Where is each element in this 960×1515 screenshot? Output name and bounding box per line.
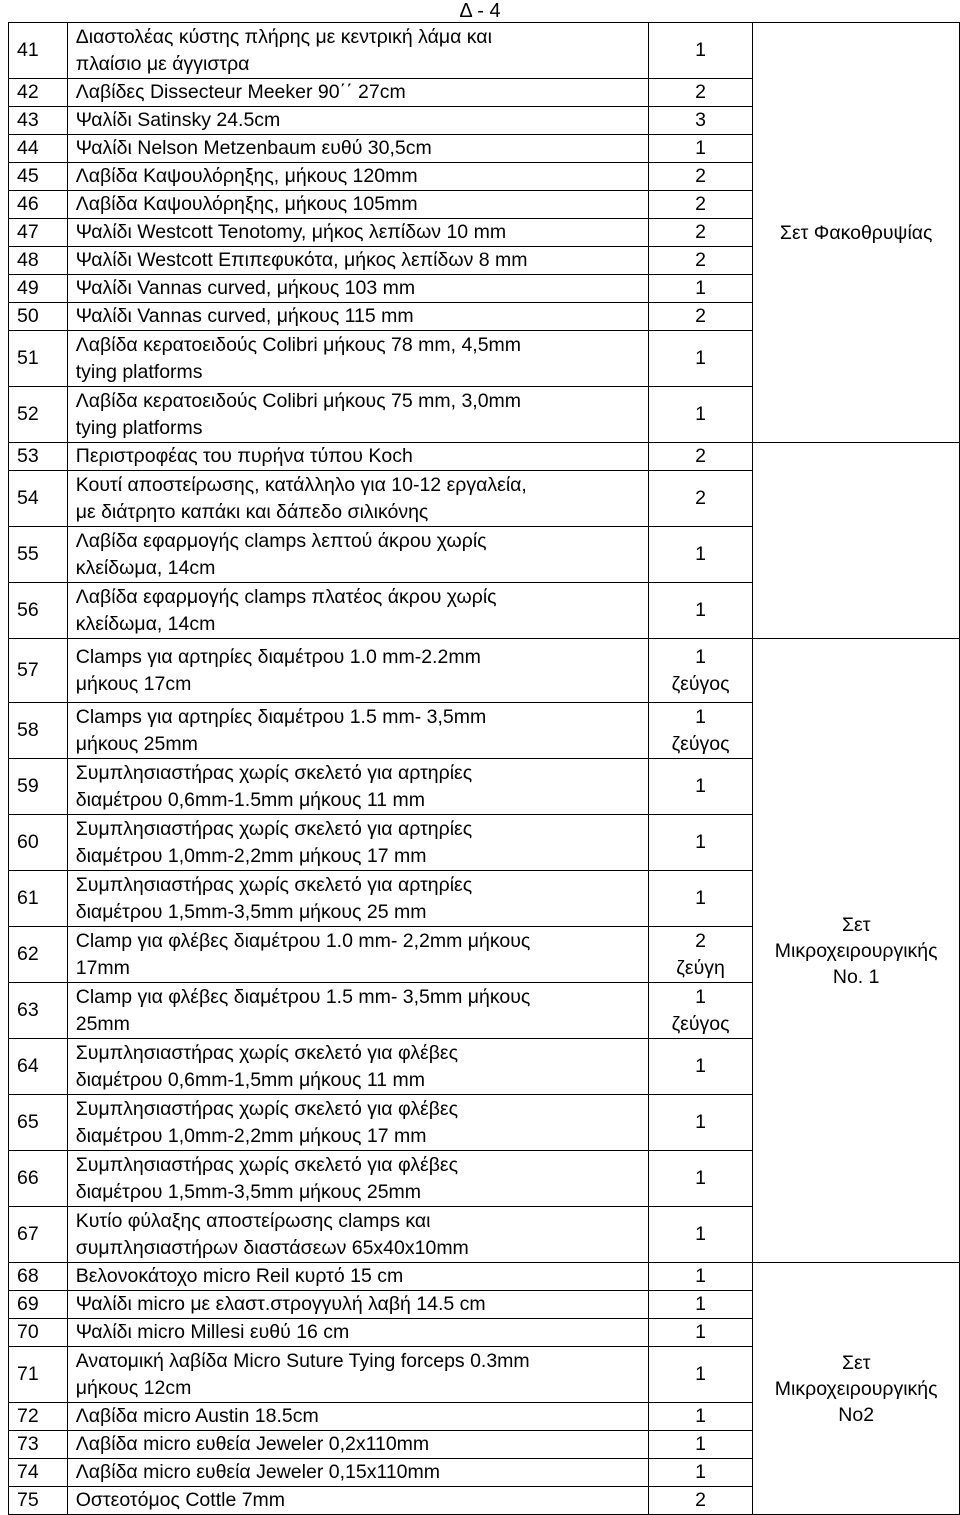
item-number: 47 (9, 219, 68, 247)
item-quantity (648, 1459, 753, 1487)
item-number: 57 (9, 639, 68, 703)
item-number: 61 (9, 871, 68, 927)
quantity-line: 2 (695, 81, 706, 103)
item-quantity (648, 219, 753, 247)
quantity-line: 2 (695, 487, 706, 509)
item-quantity (648, 387, 753, 443)
quantity-line: 1 (695, 347, 706, 369)
item-quantity (648, 1263, 753, 1291)
description-line: Λαβίδα εφαρμογής clamps λεπτού άκρου χωρίς (75, 529, 487, 552)
item-quantity (648, 107, 753, 135)
item-description (67, 303, 648, 331)
description-line: συμπλησιαστήρων διαστάσεων 65x40x10mm (75, 1236, 469, 1259)
quantity-line: 1 (695, 1167, 706, 1189)
item-quantity (648, 1487, 753, 1515)
quantity-line: 2 (695, 165, 706, 187)
item-number: 66 (9, 1151, 68, 1207)
item-quantity (648, 471, 753, 527)
item-number: 43 (9, 107, 68, 135)
item-quantity (648, 1431, 753, 1459)
quantity-line: 2 (695, 221, 706, 243)
item-number: 65 (9, 1095, 68, 1151)
quantity-line: 1 (695, 1111, 706, 1133)
quantity-line: 1 (695, 1265, 706, 1287)
item-quantity (648, 583, 753, 639)
item-quantity (648, 1403, 753, 1431)
item-description (67, 331, 648, 387)
quantity-line: 1 (695, 705, 706, 728)
item-number: 54 (9, 471, 68, 527)
description-line: διαμέτρου 0,6mm-1,5mm μήκους 11 mm (75, 1068, 426, 1091)
item-description (67, 191, 648, 219)
description-line: Βελονοκάτοχο micro Reil κυρτό 15 cm (75, 1265, 404, 1287)
description-line: tying platforms (75, 360, 203, 383)
item-description (67, 275, 648, 303)
item-quantity (648, 163, 753, 191)
item-number: 41 (9, 23, 68, 79)
item-number: 53 (9, 443, 68, 471)
description-line: Συμπλησιαστήρας χωρίς σκελετό για αρτηρίες (75, 873, 473, 896)
description-line: Ψαλίδι Westcott Tenotomy, μήκος λεπίδων 10 mm (75, 221, 507, 243)
set-label-line: Μικροχειρουργικής (774, 1377, 938, 1400)
quantity-line: 1 (695, 137, 706, 159)
item-number: 49 (9, 275, 68, 303)
quantity-line: 1 (695, 1223, 706, 1245)
description-line: κλείδωμα, 14cm (75, 612, 216, 635)
item-quantity (648, 135, 753, 163)
quantity-line: ζεύγος (671, 1012, 730, 1035)
description-line: Clamps για αρτηρίες διαμέτρου 1.0 mm-2.2mm (75, 645, 481, 668)
item-quantity (648, 303, 753, 331)
description-line: Κυτίο φύλαξης αποστείρωσης clamps και (75, 1209, 431, 1232)
description-line: Συμπλησιαστήρας χωρίς σκελετό για αρτηρίες (75, 817, 473, 840)
quantity-line: 2 (695, 193, 706, 215)
item-description (67, 1403, 648, 1431)
description-line: Λαβίδα Καψουλόρηξης, μήκους 105mm (75, 193, 418, 215)
quantity-line: 1 (695, 1461, 706, 1483)
set-label-line: Νο2 (838, 1403, 875, 1426)
item-number: 62 (9, 927, 68, 983)
description-line: μήκους 17cm (75, 672, 192, 695)
description-line: tying platforms (75, 416, 203, 439)
item-description (67, 759, 648, 815)
item-quantity (648, 1095, 753, 1151)
item-number: 55 (9, 527, 68, 583)
item-description (67, 1095, 648, 1151)
item-number: 71 (9, 1347, 68, 1403)
quantity-line: ζεύγος (671, 672, 730, 695)
description-line: Συμπλησιαστήρας χωρίς σκελετό για φλέβες (75, 1041, 459, 1064)
description-line: μήκους 25mm (75, 732, 198, 755)
description-line: Λαβίδα κερατοειδούς Colibri μήκους 75 mm, 3,0mm (75, 389, 522, 412)
quantity-line: 2 (695, 1489, 706, 1511)
quantity-line: 1 (695, 887, 706, 909)
description-line: κλείδωμα, 14cm (75, 556, 216, 579)
item-quantity (648, 331, 753, 387)
description-line: Ψαλίδι Westcott Επιπεφυκότα, μήκος λεπίδων 8 mm (75, 249, 528, 271)
description-line: Κουτί αποστείρωσης, κατάλληλο για 10-12 εργαλεία, (75, 473, 527, 496)
item-quantity (648, 759, 753, 815)
item-quantity (648, 1039, 753, 1095)
item-number: 75 (9, 1487, 68, 1515)
item-description (67, 1459, 648, 1487)
item-number: 46 (9, 191, 68, 219)
table-row (9, 443, 960, 471)
description-line: Ανατομική λαβίδα Micro Suture Tying forceps 0.3mm (75, 1349, 530, 1372)
item-quantity (648, 79, 753, 107)
item-quantity (648, 191, 753, 219)
item-quantity (648, 275, 753, 303)
set-label-line: Σετ (841, 1351, 871, 1374)
item-number: 60 (9, 815, 68, 871)
table-row (9, 639, 960, 703)
item-quantity (648, 1151, 753, 1207)
description-line: Clamps για αρτηρίες διαμέτρου 1.5 mm- 3,5mm (75, 705, 487, 728)
item-description (67, 219, 648, 247)
item-number: 52 (9, 387, 68, 443)
set-label-line: Σετ (841, 913, 871, 936)
quantity-line: 1 (695, 831, 706, 853)
item-description (67, 583, 648, 639)
description-line: Λαβίδες Dissecteur Meeker 90΄΄ 27cm (75, 81, 406, 103)
set-label (753, 1263, 960, 1515)
quantity-line: 3 (695, 109, 706, 131)
item-description (67, 443, 648, 471)
item-number: 67 (9, 1207, 68, 1263)
quantity-line: 1 (695, 1293, 706, 1315)
item-number: 64 (9, 1039, 68, 1095)
item-number: 73 (9, 1431, 68, 1459)
description-line: Ψαλίδι Nelson Metzenbaum ευθύ 30,5cm (75, 137, 432, 159)
description-line: Λαβίδα εφαρμογής clamps πλατέος άκρου χωρίς (75, 585, 497, 608)
description-line: Συμπλησιαστήρας χωρίς σκελετό για φλέβες (75, 1097, 459, 1120)
quantity-line: 1 (695, 403, 706, 425)
description-line: διαμέτρου 0,6mm-1.5mm μήκους 11 mm (75, 788, 426, 811)
instrument-table-body (9, 23, 960, 1515)
item-quantity (648, 927, 753, 983)
table-row (9, 23, 960, 79)
description-line: 25mm (75, 1012, 130, 1035)
item-description (67, 639, 648, 703)
quantity-line: 1 (695, 1055, 706, 1077)
quantity-line: 1 (695, 985, 706, 1008)
quantity-line: 1 (695, 775, 706, 797)
set-label-line: Σετ Φακοθρυψίας (779, 221, 933, 244)
quantity-line: ζεύγος (671, 732, 730, 755)
item-number: 42 (9, 79, 68, 107)
item-description (67, 135, 648, 163)
quantity-line: 1 (695, 277, 706, 299)
item-number: 68 (9, 1263, 68, 1291)
description-line: με διάτρητο καπάκι και δάπεδο σιλικόνης (75, 500, 429, 523)
item-quantity (648, 247, 753, 275)
description-line: διαμέτρου 1,5mm-3,5mm μήκους 25mm (75, 1180, 422, 1203)
quantity-line: 1 (695, 599, 706, 621)
quantity-line: 1 (695, 1363, 706, 1385)
item-quantity (648, 871, 753, 927)
item-description (67, 1039, 648, 1095)
item-description (67, 23, 648, 79)
set-label (753, 23, 960, 443)
item-number: 70 (9, 1319, 68, 1347)
description-line: Λαβίδα micro ευθεία Jeweler 0,15x110mm (75, 1461, 441, 1483)
item-description (67, 163, 648, 191)
description-line: Ψαλίδι micro με ελαστ.στρογγυλή λαβή 14.5 cm (75, 1293, 486, 1315)
item-number: 63 (9, 983, 68, 1039)
item-description (67, 107, 648, 135)
instrument-table (8, 22, 960, 1515)
item-description (67, 471, 648, 527)
item-description (67, 79, 648, 107)
item-number: 56 (9, 583, 68, 639)
item-quantity (648, 1319, 753, 1347)
item-description (67, 815, 648, 871)
description-line: Οστεοτόμος Cottle 7mm (75, 1489, 286, 1511)
item-number: 58 (9, 703, 68, 759)
set-label-line: Μικροχειρουργικής (774, 939, 938, 962)
description-line: μήκους 12cm (75, 1376, 192, 1399)
description-line: Clamp για φλέβες διαμέτρου 1.0 mm- 2,2mm μήκους (75, 929, 531, 952)
item-description (67, 927, 648, 983)
item-description (67, 1347, 648, 1403)
description-line: Λαβίδα micro Austin 18.5cm (75, 1405, 319, 1427)
item-number: 51 (9, 331, 68, 387)
quantity-line: 2 (695, 929, 706, 952)
item-quantity (648, 983, 753, 1039)
page-header: Δ - 4 (459, 0, 501, 22)
item-quantity (648, 703, 753, 759)
item-quantity (648, 23, 753, 79)
item-number: 59 (9, 759, 68, 815)
item-quantity (648, 639, 753, 703)
item-description (67, 527, 648, 583)
item-description (67, 387, 648, 443)
set-label (753, 639, 960, 1263)
item-quantity (648, 815, 753, 871)
description-line: Ψαλίδι Vannas curved, μήκους 115 mm (75, 305, 414, 327)
description-line: Λαβίδα Καψουλόρηξης, μήκους 120mm (75, 165, 418, 187)
set-label-line: Νο. 1 (832, 965, 880, 988)
item-quantity (648, 1207, 753, 1263)
item-description (67, 1319, 648, 1347)
item-quantity (648, 443, 753, 471)
quantity-line: 2 (695, 445, 706, 467)
item-description (67, 1263, 648, 1291)
item-number: 69 (9, 1291, 68, 1319)
description-line: 17mm (75, 956, 130, 979)
quantity-line: 1 (695, 1321, 706, 1343)
description-line: διαμέτρου 1,0mm-2,2mm μήκους 17 mm (75, 1124, 427, 1147)
item-number: 45 (9, 163, 68, 191)
quantity-line: 1 (695, 645, 706, 668)
item-number: 44 (9, 135, 68, 163)
item-number: 72 (9, 1403, 68, 1431)
item-description (67, 247, 648, 275)
description-line: Περιστροφέας του πυρήνα τύπου Koch (75, 445, 413, 467)
description-line: διαμέτρου 1,0mm-2,2mm μήκους 17 mm (75, 844, 427, 867)
quantity-line: 1 (695, 1405, 706, 1427)
item-description (67, 1151, 648, 1207)
item-number: 74 (9, 1459, 68, 1487)
description-line: Συμπλησιαστήρας χωρίς σκελετό για φλέβες (75, 1153, 459, 1176)
item-quantity (648, 1347, 753, 1403)
quantity-line: ζεύγη (676, 956, 725, 979)
item-description (67, 1487, 648, 1515)
description-line: Λαβίδα micro ευθεία Jeweler 0,2x110mm (75, 1433, 430, 1455)
table-row (9, 1263, 960, 1291)
item-description (67, 1431, 648, 1459)
item-description (67, 703, 648, 759)
description-line: διαμέτρου 1,5mm-3,5mm μήκους 25 mm (75, 900, 427, 923)
item-description (67, 1291, 648, 1319)
item-description (67, 871, 648, 927)
description-line: πλαίσιο με άγγιστρα (75, 52, 250, 75)
item-quantity (648, 527, 753, 583)
description-line: Διαστολέας κύστης πλήρης με κεντρική λάμα και (75, 25, 492, 48)
description-line: Ψαλίδι Vannas curved, μήκους 103 mm (75, 277, 416, 299)
set-label (753, 443, 960, 639)
item-description (67, 983, 648, 1039)
description-line: Ψαλίδι Satinsky 24.5cm (75, 109, 281, 131)
description-line: Clamp για φλέβες διαμέτρου 1.5 mm- 3,5mm μήκους (75, 985, 531, 1008)
quantity-line: 2 (695, 249, 706, 271)
item-description (67, 1207, 648, 1263)
description-line: Ψαλίδι micro Millesi ευθύ 16 cm (75, 1321, 350, 1343)
item-number: 48 (9, 247, 68, 275)
item-quantity (648, 1291, 753, 1319)
description-line: Λαβίδα κερατοειδούς Colibri μήκους 78 mm, 4,5mm (75, 333, 522, 356)
description-line: Συμπλησιαστήρας χωρίς σκελετό για αρτηρίες (75, 761, 473, 784)
quantity-line: 1 (695, 543, 706, 565)
quantity-line: 1 (695, 39, 706, 61)
item-number: 50 (9, 303, 68, 331)
quantity-line: 2 (695, 305, 706, 327)
quantity-line: 1 (695, 1433, 706, 1455)
